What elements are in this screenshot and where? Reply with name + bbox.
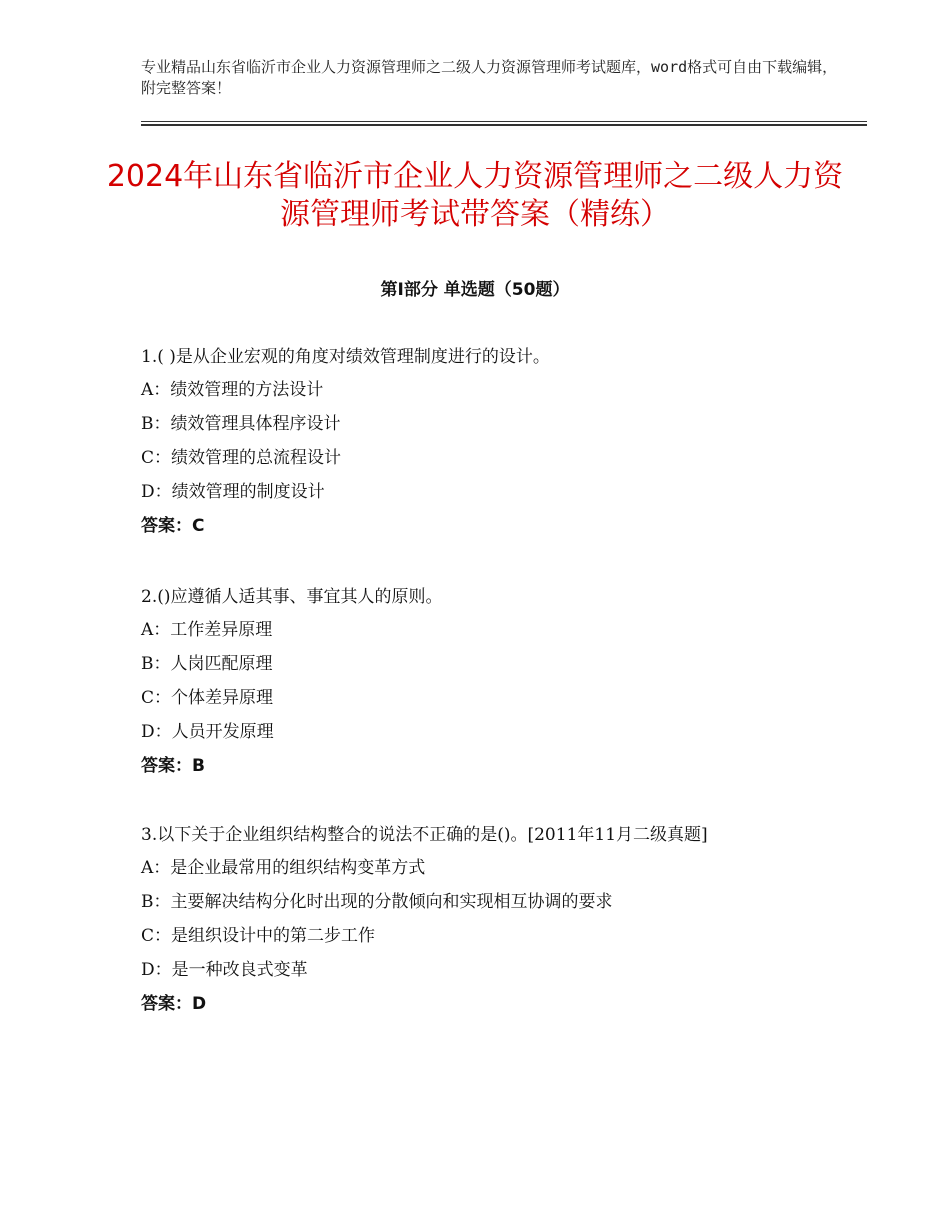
question-text: 2.()应遵循人适其事、事宜其人的原则。 <box>141 587 443 607</box>
option-b: B：绩效管理具体程序设计 <box>141 414 341 434</box>
option-a: A：工作差异原理 <box>141 620 273 640</box>
header-divider-thin <box>141 121 867 122</box>
header-note: 专业精品山东省临沂市企业人力资源管理师之二级人力资源管理师考试题库，word格式可自由下载编辑，附完整答案！ <box>141 58 838 97</box>
option-b: B：人岗匹配原理 <box>141 654 273 674</box>
option-c: C：个体差异原理 <box>141 688 274 708</box>
question-text: 3.以下关于企业组织结构整合的说法不正确的是()。[2011年11月二级真题] <box>141 825 708 845</box>
option-a: A：绩效管理的方法设计 <box>141 380 324 400</box>
option-d: D：绩效管理的制度设计 <box>141 482 325 502</box>
question-2 <box>141 581 801 783</box>
header-divider-thick <box>141 124 867 126</box>
option-c: C：是组织设计中的第二步工作 <box>141 926 376 946</box>
document-title: 2024年山东省临沂市企业人力资源管理师之二级人力资源管理师考试带答案（精练） <box>106 159 844 232</box>
answer: 答案：B <box>141 756 205 776</box>
question-text: 1.( )是从企业宏观的角度对绩效管理制度进行的设计。 <box>141 347 550 367</box>
option-c: C：绩效管理的总流程设计 <box>141 448 342 468</box>
option-d: D：是一种改良式变革 <box>141 960 308 980</box>
answer: 答案：D <box>141 994 207 1014</box>
question-1 <box>141 341 801 543</box>
option-a: A：是企业最常用的组织结构变革方式 <box>141 858 426 878</box>
section-title: 第Ⅰ部分 单选题（50题） <box>380 280 570 300</box>
option-d: D：人员开发原理 <box>141 722 274 742</box>
option-b: B：主要解决结构分化时出现的分散倾向和实现相互协调的要求 <box>141 892 613 912</box>
question-3 <box>141 819 801 1021</box>
answer: 答案：C <box>141 516 205 536</box>
